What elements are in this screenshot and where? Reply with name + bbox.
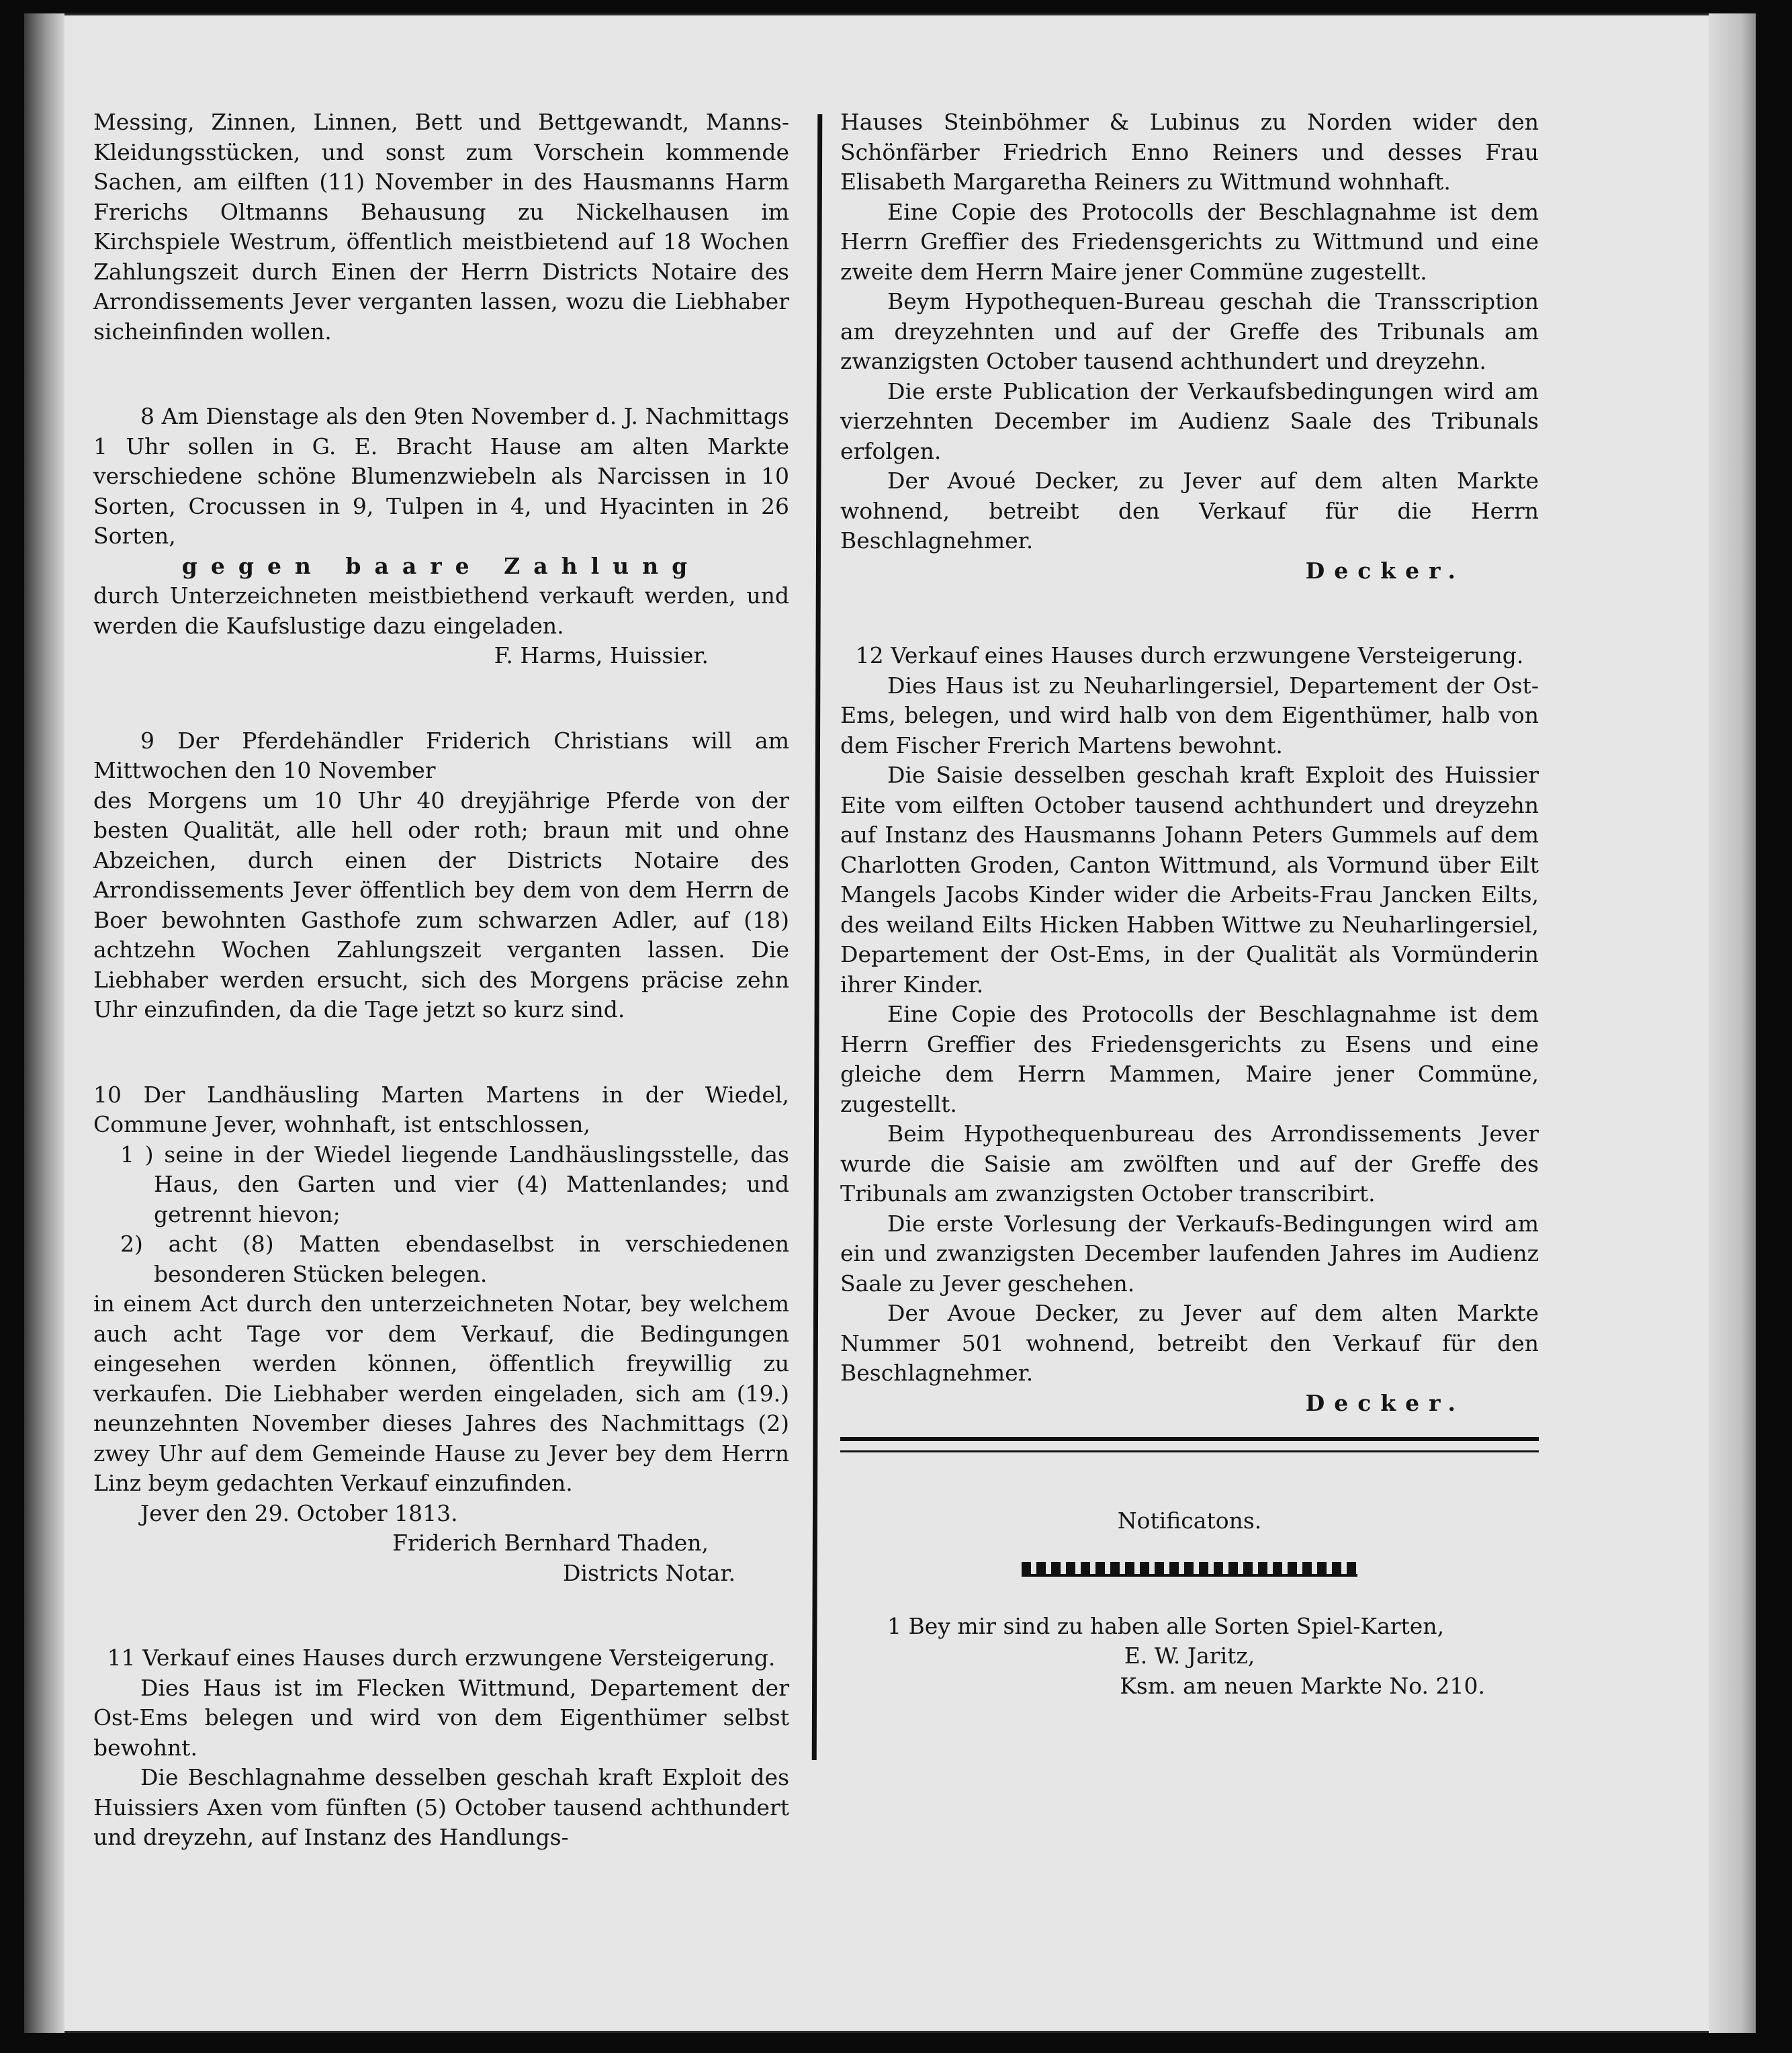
ad11-publication: Die erste Publication der Verkaufsbedingungen wird am vierzehnten December im Audienz Saale des Tribunals erfolgen.: [840, 378, 1539, 464]
ad8-rest: durch Unterzeichneten meistbiethend verkauft werden, und werden die Kaufslustige dazu eingeladen.: [93, 582, 789, 639]
page-edge: [1709, 13, 1756, 2033]
ad11-p2: Die Beschlagnahme desselben geschah kraft Exploit des Huissiers Axen vom fünften (5) October tausend achthundert und dreyzehn, auf Instanz des Handlungs-: [93, 1764, 789, 1850]
section-rule: [840, 1437, 1539, 1452]
ad-10: [93, 1080, 789, 1589]
left-column: [93, 107, 789, 1853]
ad8-signature: F. Harms, Huissier.: [494, 642, 709, 668]
ad11-continued: Hauses Steinböhmer & Lubinus zu Norden wider den Schönfärber Friedrich Enno Reiners und desses Frau Elisabeth Margaretha Reiners zu Wittmund wohnhaft.: [840, 109, 1539, 195]
ad12-p3: Eine Copie des Protocolls der Beschlagnahme ist dem Herrn Greffier des Friedensgerichts zu Esens und eine gleiche dem Herrn Mammen, Maire jener Commüne, zugestellt.: [840, 1001, 1539, 1117]
ad9-head: 9 Der Pferdehändler Friderich Christians will am Mittwochen den 10 November: [93, 727, 789, 783]
ad11-signature: Decker.: [1305, 557, 1465, 584]
ad10-text: in einem Act durch den unterzeichneten Notar, bey welchem auch acht Tage vor dem Verkauf, die Bedingungen eingesehen werden können, öffentlich freywillig zu verkaufen. Die Liebhaber werden eingeladen, sich am (19.) neunzehnten November dieses Jahres des Nachmittags (2) zwey Uhr auf dem Gemeinde Hause zu Jever bey dem Herrn Linz beym gedachten Verkauf einzufinden.: [93, 1291, 789, 1496]
ad12-p4: Beim Hypothequenbureau des Arrondissements Jever wurde die Saisie am zwölften und auf der Greffe des Tribunals am zwanzigsten October transcribirt.: [840, 1121, 1539, 1207]
ad12-signature: Decker.: [1305, 1389, 1465, 1416]
ad12-p5: Die erste Vorlesung der Verkaufs-Bedingungen wird am ein und zwanzigsten December laufenden Jahres im Audienz Saale zu Jever geschehen.: [840, 1210, 1539, 1297]
ad8-text: 8 Am Dienstage als den 9ten November d. J. Nachmittags 1 Uhr sollen in G. E. Bracht Hause am alten Markte verschiedene schöne Blumenzwiebeln als Narcissen in 10 Sorten, Crocussen in 9, Tulpen in 4, und Hyacinten in 26 Sorten,: [93, 403, 789, 549]
ad12-p2: Die Saisie desselben geschah kraft Exploit des Huissier Eite vom eilften October tausend achthundert und dreyzehn auf Instanz des Hausmanns Johann Peters Gummels auf dem Charlotten Groden, Canton Wittmund, als Vormund über Eilt Mangels Jacobs Kinder wider die Arbeits-Frau Jancken Eilts, des weiland Eilts Hicken Habben Wittwe zu Neuharlingersiel, Departement der Ost-Ems, in der Qualität als Vormünderin ihrer Kinder.: [840, 762, 1539, 998]
intro-paragraph: Messing, Zinnen, Linnen, Bett und Bettgewandt, Manns-Kleidungsstücken, und sonst zum Vorschein kommende Sachen, am eilften (11) November in des Hausmanns Harm Frerichs Oltmanns Behausung zu Nickelhausen im Kirchspiele Westrum, öffentlich meistbietend auf 18 Wochen Zahlungszeit durch Einen der Herrn Districts Notaire des Arrondissements Jever verganten lassen, wozu die Liebhaber sicheinfinden wollen.: [93, 109, 789, 345]
book-gutter: [24, 13, 64, 2033]
ad-9: [93, 726, 789, 1025]
ad11-head: 11 Verkauf eines Hauses durch erzwungene Versteigerung.: [107, 1645, 776, 1671]
ad11-copy-notice: Eine Copie des Protocolls der Beschlagnahme ist dem Herrn Greffier des Friedensgerichts zu Wittmund und eine zweite dem Herrn Maire jener Commüne zugestellt.: [840, 198, 1539, 285]
ad10-head: 10 Der Landhäusling Marten Martens in der Wiedel, Commune Jever, wohnhaft, ist entschlossen,: [93, 1081, 789, 1137]
newspaper-page: [24, 13, 1756, 2033]
notif1-text: 1 Bey mir sind zu haben alle Sorten Spiel-Karten,: [887, 1612, 1445, 1639]
notif1-signature-address: Ksm. am neuen Markte No. 210.: [1120, 1672, 1485, 1699]
ad10-signature-title: Districts Notar.: [562, 1559, 735, 1586]
ad12-head: 12 Verkauf eines Hauses durch erzwungene Versteigerung.: [855, 642, 1524, 668]
ad9-text: des Morgens um 10 Uhr 40 dreyjährige Pferde von der besten Qualität, alle hell oder roth; braun mit und ohne Abzeichen, durch einen der Districts Notaire des Arrondissements Jever öffentlich bey dem von dem Herrn de Boer bewohnten Gasthofe zum schwarzen Adler, auf (18) achtzehn Wochen Zahlungszeit verganten lassen. Die Liebhaber werden ersucht, sich des Morgens präcise zehn Uhr einzufinden, da die Tage jetzt so kurz sind.: [93, 787, 789, 1022]
ornament-divider: [1022, 1562, 1357, 1577]
ad11-transcription: Beym Hypothequen-Bureau geschah die Transscription am dreyzehnten und auf der Greffe des Tribunals am zwanzigsten October tausend achthundert und dreyzehn.: [840, 288, 1539, 374]
ad8-spaced-line: gegen baare Zahlung: [181, 552, 701, 579]
right-column: [840, 107, 1539, 1701]
notif1-signature-name: E. W. Jaritz,: [1124, 1643, 1255, 1669]
ad-12: [840, 641, 1539, 1418]
ad12-p6: Der Avoue Decker, zu Jever auf dem alten Markte Nummer 501 wohnend, betreibt den Verkauf für den Beschlagnehmer.: [840, 1300, 1539, 1386]
ad11-p1: Dies Haus ist im Flecken Wittmund, Departement der Ost-Ems belegen und wird von dem Eigenthümer selbst bewohnt.: [93, 1674, 789, 1761]
notifications-heading: Notificatons.: [1117, 1508, 1262, 1534]
ad-8: [93, 402, 789, 671]
ad10-item-2: 2) acht (8) Matten ebendaselbst in verschiedenen besonderen Stücken belegen.: [120, 1231, 789, 1287]
notification-1: [840, 1612, 1539, 1702]
ad-11: [93, 1643, 789, 1853]
ad10-date: Jever den 29. October 1813.: [140, 1499, 458, 1526]
ad12-p1: Dies Haus ist zu Neuharlingersiel, Departement der Ost-Ems, belegen, und wird halb von dem Eigenthümer, halb von dem Fischer Frerich Martens bewohnt.: [840, 672, 1539, 758]
ad11-avoue: Der Avoué Decker, zu Jever auf dem alten Markte wohnend, betreibt den Verkauf für die Herrn Beschlagnehmer.: [840, 468, 1539, 554]
ad10-item-1: 1 ) seine in der Wiedel liegende Landhäuslingsstelle, das Haus, den Garten und vier (4) Mattenlandes; und getrennt hievon;: [120, 1141, 789, 1227]
ad10-signature-name: Friderich Bernhard Thaden,: [392, 1530, 709, 1556]
column-divider: [812, 114, 823, 1760]
